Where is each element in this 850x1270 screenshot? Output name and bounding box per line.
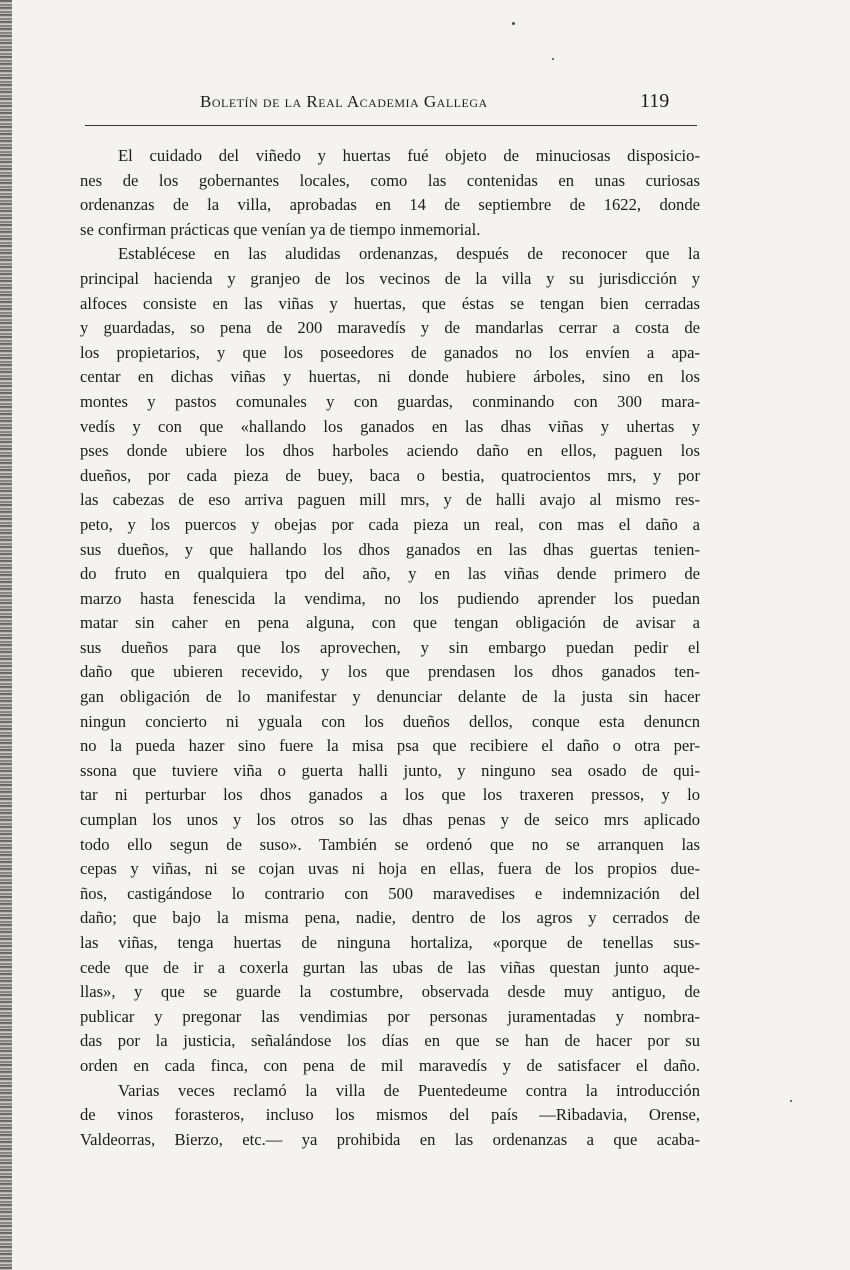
text-line: Varias veces reclamó la villa de Puentedeume contra la introducción (118, 1080, 700, 1100)
text-line: alfoces consiste en las viñas y huertas, que éstas se tengan bien cerradas (80, 293, 700, 313)
text-line: peto, y los puercos y obejas por cada pieza un real, con mas el daño a (80, 514, 700, 534)
text-line: das por la justicia, señalándose los días en que se han de hacer por su (80, 1031, 700, 1051)
paper-speck (512, 22, 515, 25)
text-line: ningun concierto ni yguala con los dueños dellos, conque esta denuncn (80, 711, 700, 731)
text-line: Valdeorras, Bierzo, etc.— ya prohibida en las ordenanzas a que acaba- (80, 1129, 700, 1149)
text-line: cede que de ir a coxerla gurtan las ubas de las viñas questan junto aque- (80, 957, 700, 977)
text-line: montes y pastos comunales y con guardas, conminando con 300 mara- (80, 391, 700, 411)
text-line: principal hacienda y granjeo de los vecinos de la villa y su jurisdicción y (80, 268, 700, 288)
text-line: no la pueda hazer sino fuere la misa psa que recibiere el daño o otra per- (80, 736, 700, 756)
text-line: Establécese en las aludidas ordenanzas, después de reconocer que la (118, 244, 700, 264)
text-line: cumplan los unos y los otros so las dhas penas y de seico mrs aplicado (80, 810, 700, 830)
text-line: orden en cada finca, con pena de mil maravedís y de satisfacer el daño. (80, 1055, 700, 1075)
text-line: se confirman prácticas que venían ya de tiempo inmemorial. (80, 219, 481, 239)
text-line: y guardadas, so pena de 200 maravedís y de mandarlas cerrar a costa de (80, 318, 700, 338)
text-line: ordenanzas de la villa, aprobadas en 14 de septiembre de 1622, donde (80, 195, 700, 215)
text-line: sus dueños, y que hallando los dhos ganados en las dhas guertas tenien- (80, 539, 700, 559)
body-text (80, 144, 700, 1152)
text-line: vedís y con que «hallando los ganados en las dhas viñas y uhertas y (80, 416, 700, 436)
page-header (200, 92, 700, 122)
text-line: todo ello segun de suso». También se ordenó que no se arranquen las (80, 834, 700, 854)
text-line: las viñas, tenga huertas de ninguna hortaliza, «porque de tenellas sus- (80, 933, 700, 952)
page-number: 119 (640, 90, 670, 112)
text-line: ssona que tuviere viña o guerta halli junto, y ninguno sea osado de qui- (80, 760, 700, 780)
text-line: pses donde ubiere los dhos harboles aciendo daño en ellos, paguen los (80, 441, 700, 461)
text-line: El cuidado del viñedo y huertas fué objeto de minuciosas disposicio- (118, 146, 700, 165)
text-line: daño; que bajo la misma pena, nadie, dentro de los agros y cerrados de (80, 908, 700, 928)
page-binding-edge (0, 0, 12, 1270)
text-line: nes de los gobernantes locales, como las contenidas en unas curiosas (80, 170, 700, 190)
text-line: centar en dichas viñas y huertas, ni donde hubiere árboles, sino en los (80, 367, 700, 387)
running-title: Boletín de la Real Academia Gallega (200, 92, 488, 111)
text-line: daño que ubieren recevido, y los que prendasen los dhos ganados ten- (80, 662, 700, 682)
text-line: matar sin caher en pena alguna, con que tengan obligación de avisar a (80, 613, 700, 633)
text-line: sus dueños para que los aprovechen, y sin embargo puedan pedir el (80, 637, 700, 657)
text-line: ños, castigándose lo contrario con 500 maravedises e indemnización del (80, 883, 700, 903)
text-line: las cabezas de eso arriva paguen mill mrs, y de halli avajo al mismo res- (80, 490, 700, 510)
text-line: marzo hasta fenescida la vendima, no los pudiendo aprender los puedan (80, 588, 700, 608)
text-line: llas», y que se guarde la costumbre, observada desde muy antiguo, de (80, 982, 700, 1002)
text-line: dueños, por cada pieza de buey, baca o bestia, quatrocientos mrs, y por (80, 465, 700, 485)
paper-speck (790, 1100, 792, 1102)
text-line: los propietarios, y que los poseedores de ganados no los envíen a apa- (80, 342, 700, 362)
header-rule (85, 125, 697, 126)
text-line: tar ni perturbar los dhos ganados a los que los traxeren pressos, y lo (80, 785, 700, 805)
text-line: do fruto en qualquiera tpo del año, y en las viñas dende primero de (80, 564, 700, 584)
paper-speck (552, 58, 554, 60)
text-line: cepas y viñas, ni se cojan uvas ni hoja en ellas, fuera de los propios due- (80, 859, 700, 879)
text-line: de vinos forasteros, incluso los mismos del país —Ribadavia, Orense, (80, 1105, 700, 1125)
text-line: publicar y pregonar las vendimias por personas juramentadas y nombra- (80, 1006, 700, 1026)
text-line: gan obligación de lo manifestar y denunciar delante de la justa sin hacer (80, 687, 700, 707)
